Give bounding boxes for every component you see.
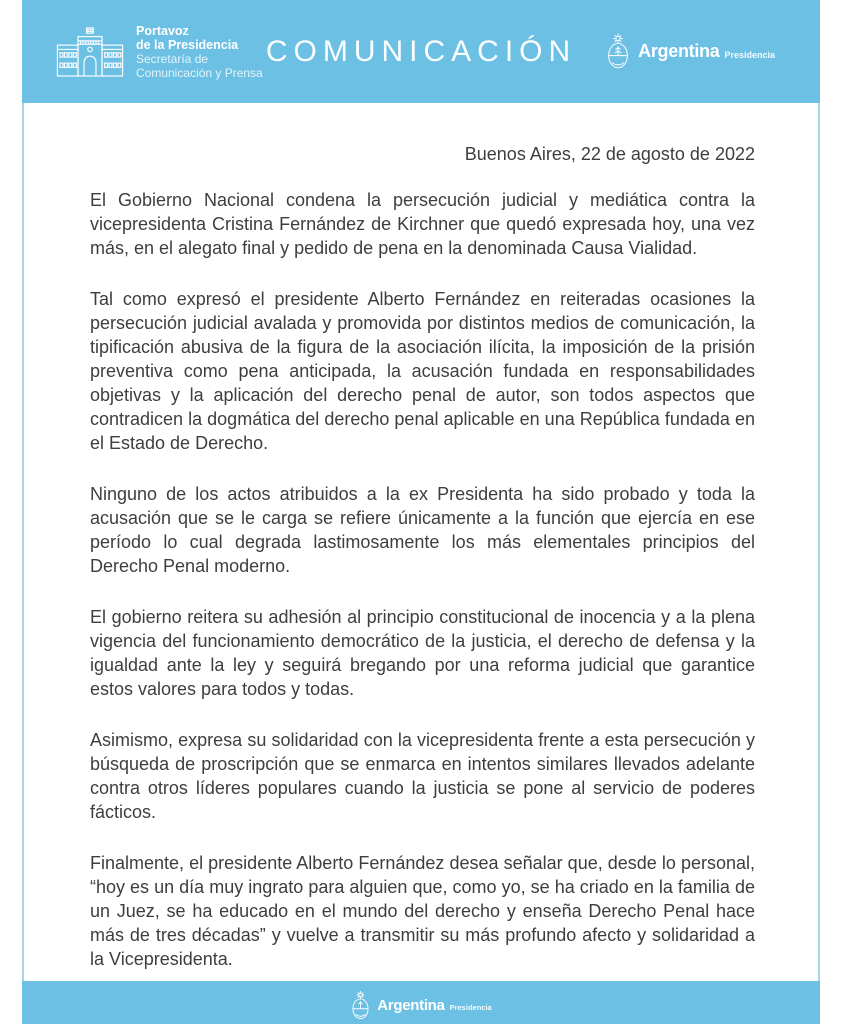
org-line-presidencia: de la Presidencia bbox=[136, 37, 239, 52]
paragraph-3: Ninguno de los actos atribuidos a la ex Presidenta ha sido probado y toda la acusación que se le carga se refiere únicamente a la función que ejercía en ese período lo cual degrada lastimosamente los más elementales principios del Derecho Penal moderno. bbox=[90, 484, 755, 576]
paragraph-5: Asimismo, expresa su solidaridad con la vicepresidenta frente a esta persecución y búsqueda de proscripción que se enmarca en intentos similares llevados adelante contra otros líderes populares cuando la justicia se pone al servicio de poderes fácticos. bbox=[90, 730, 755, 822]
footer-brand-name: Argentina bbox=[377, 997, 445, 1014]
footer-bar bbox=[22, 981, 820, 1024]
coat-of-arms-icon bbox=[350, 990, 371, 1021]
org-text bbox=[136, 24, 263, 80]
paragraph-6: Finalmente, el presidente Alberto Fernández desea señalar que, desde lo personal, “hoy es un día muy ingrato para alguien que, como yo, se ha criado en la familia de un Juez, se ha educado en el mundo del derecho y enseña Derecho Penal hace más de tres décadas” y vuelve a transmitir su más profundo afecto y solidaridad a la Vicepresidenta. bbox=[90, 853, 755, 969]
page-title: COMUNICACIÓN bbox=[265, 34, 577, 68]
paragraph-4: El gobierno reitera su adhesión al principio constitucional de inocencia y a la plena vigencia del funcionamiento democrático de la justicia, el derecho de defensa y la igualdad ante la ley y seguirá bregando por una reforma judicial que garantice estos valores para todos y todas. bbox=[90, 607, 755, 699]
footer-brand-block bbox=[350, 990, 491, 1021]
paragraph-2: Tal como expresó el presidente Alberto Fernández en reiteradas ocasiones la persecución judicial avalada y promovida por distintos medios de comunicación, la tipificación abusiva de la figura de la asociación ilícita, la imposición de la prisión preventiva como pena anticipada, la acusación fundada en responsabilidades objetivas y la aplicación del derecho penal de autor, son todos aspectos que contradicen la dogmática del derecho penal aplicable en una República fundada en el Estado de Derecho. bbox=[90, 289, 755, 453]
org-line-secretaria: Secretaría de bbox=[136, 51, 209, 66]
brand-block bbox=[605, 30, 820, 73]
header-bar bbox=[22, 0, 820, 103]
casa-rosada-icon bbox=[54, 26, 126, 78]
coat-of-arms-icon bbox=[605, 30, 631, 73]
brand-name: Argentina bbox=[638, 41, 720, 61]
org-line-comunicacion: Comunicación y Prensa bbox=[136, 65, 263, 80]
footer-brand-descriptor: Presidencia bbox=[449, 1003, 492, 1012]
org-block bbox=[22, 24, 266, 80]
document-body bbox=[22, 103, 820, 981]
paragraph-1: El Gobierno Nacional condena la persecución judicial y mediática contra la vicepresidenta Cristina Fernández de Kirchner que quedó expresada hoy, una vez más, en el alegato final y pedido de pena en la denominada Causa Vialidad. bbox=[90, 190, 755, 258]
brand-descriptor: Presidencia bbox=[724, 49, 775, 60]
org-line-portavoz: Portavoz bbox=[136, 23, 189, 38]
document-frame bbox=[22, 0, 820, 1024]
dateline: Buenos Aires, 22 de agosto de 2022 bbox=[464, 144, 755, 164]
